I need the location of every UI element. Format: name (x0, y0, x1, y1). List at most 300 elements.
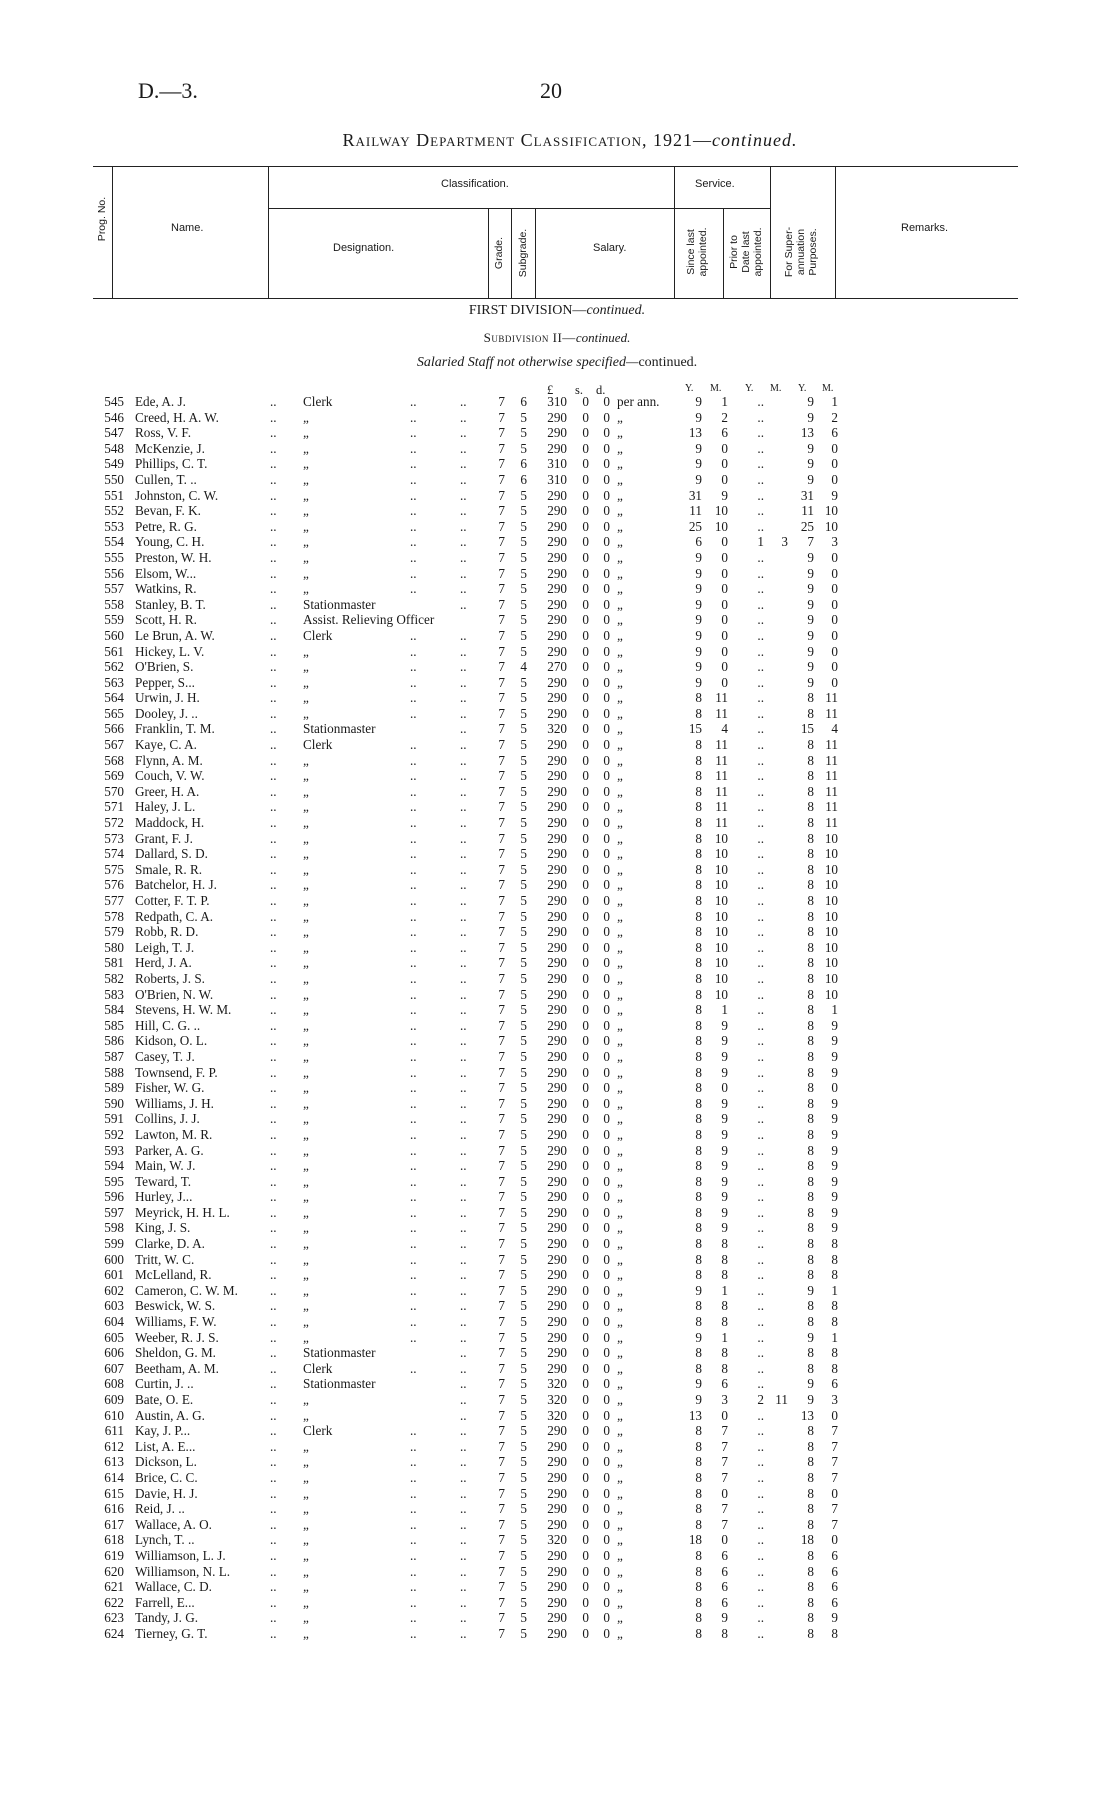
subgrade-cell: 5 (520, 1282, 527, 1298)
table-row (0, 1626, 1114, 1642)
name-cell: Phillips, C. T. (135, 456, 208, 472)
table-row (0, 1439, 1114, 1455)
leader-dots: .. (460, 581, 467, 597)
salary-pence-cell: 0 (603, 612, 610, 628)
since-last-years-cell: 8 (695, 1189, 702, 1205)
designation-cell: „ (303, 1329, 309, 1345)
salary-pence-cell: 0 (603, 830, 610, 846)
salary-pence-cell: 0 (603, 1158, 610, 1174)
leader-dots: .. (410, 659, 417, 675)
since-last-months-cell: 2 (721, 409, 728, 425)
table-row (0, 893, 1114, 909)
designation-cell: „ (303, 487, 309, 503)
subgrade-cell: 5 (520, 690, 527, 706)
superannuation-months-cell: 10 (824, 503, 838, 519)
salary-shillings-cell: 0 (582, 1002, 589, 1018)
grade-cell: 7 (498, 924, 505, 940)
superannuation-months-cell: 7 (831, 1423, 838, 1439)
superannuation-months-cell: 7 (831, 1516, 838, 1532)
leader-dots: .. (410, 1267, 417, 1283)
salary-pence-cell: 0 (603, 1064, 610, 1080)
leader-dots: .. (410, 440, 417, 456)
salary-period-cell: „ (617, 1360, 623, 1376)
leader-dots: .. (270, 471, 277, 487)
salary-pounds-cell: 290 (547, 737, 567, 753)
prog-no-cell: 593 (104, 1142, 124, 1158)
superannuation-years-cell: 9 (807, 627, 814, 643)
leader-dots: .. (270, 1625, 277, 1641)
grade-cell: 7 (498, 549, 505, 565)
subgrade-cell: 5 (520, 1080, 527, 1096)
table-row (0, 566, 1114, 582)
salary-period-cell: „ (617, 893, 623, 908)
subgrade-cell: 5 (520, 1345, 527, 1361)
prog-no-cell: 599 (104, 1236, 124, 1252)
since-last-years-cell: 8 (695, 1454, 702, 1470)
leader-dots: .. (410, 690, 417, 706)
grade-cell: 7 (498, 1485, 505, 1501)
leader-dots: .. (270, 1423, 277, 1439)
since-last-years-cell: 9 (695, 394, 702, 409)
since-last-years-cell: 8 (695, 1360, 702, 1376)
salary-shillings-cell: 0 (582, 1563, 589, 1579)
salary-shillings-cell: 0 (582, 1298, 589, 1314)
superannuation-months-cell: 9 (831, 1220, 838, 1236)
since-last-months-cell: 7 (721, 1438, 728, 1454)
salary-pence-cell: 0 (603, 924, 610, 940)
grade-cell: 7 (498, 737, 505, 753)
table-row (0, 1408, 1114, 1424)
superannuation-months-cell: 9 (831, 1126, 838, 1142)
superannuation-years-cell: 8 (807, 893, 814, 908)
salary-pounds-cell: 320 (547, 1407, 567, 1423)
superannuation-months-cell: 8 (831, 1236, 838, 1252)
designation-cell: „ (303, 1189, 309, 1205)
superannuation-months-cell: 7 (831, 1454, 838, 1470)
salary-shillings-cell: 0 (582, 1469, 589, 1485)
salary-period-cell: „ (617, 1329, 623, 1345)
prog-no-cell: 567 (104, 737, 124, 753)
table-row (0, 831, 1114, 847)
leader-dots: .. (460, 1563, 467, 1579)
leader-dots: .. (270, 939, 277, 955)
salary-period-cell: „ (617, 534, 623, 550)
since-last-months-cell: 10 (714, 924, 728, 940)
prog-no-cell: 547 (104, 425, 124, 441)
grade-cell: 7 (498, 861, 505, 877)
subgrade-cell: 5 (520, 1438, 527, 1454)
table-row (0, 644, 1114, 660)
header-divider (488, 208, 489, 299)
prior-years-cell: .. (757, 1298, 764, 1314)
superannuation-months-cell: 9 (831, 1173, 838, 1189)
prog-no-cell: 603 (104, 1298, 124, 1314)
leader-dots: .. (460, 643, 467, 659)
prior-years-cell: .. (757, 612, 764, 628)
since-last-years-cell: 8 (695, 1610, 702, 1626)
table-row (0, 1002, 1114, 1018)
superannuation-years-cell: 8 (807, 1033, 814, 1049)
leader-dots: .. (410, 752, 417, 768)
subgrade-cell: 5 (520, 581, 527, 597)
salary-shillings-cell: 0 (582, 503, 589, 519)
superannuation-months-cell: 10 (824, 970, 838, 986)
salary-shillings-cell: 0 (582, 627, 589, 643)
name-cell: O'Brien, S. (135, 659, 194, 675)
since-last-months-cell: 10 (714, 970, 728, 986)
name-cell: Bevan, F. K. (135, 503, 201, 519)
prog-no-cell: 580 (104, 939, 124, 955)
leader-dots: .. (460, 456, 467, 472)
since-last-months-cell: 0 (721, 581, 728, 597)
leader-dots: .. (270, 752, 277, 768)
grade-cell: 7 (498, 1594, 505, 1610)
superannuation-months-cell: 10 (824, 518, 838, 534)
since-last-months-cell: 8 (721, 1298, 728, 1314)
superannuation-years-cell: 31 (800, 487, 814, 503)
grade-cell: 7 (498, 783, 505, 799)
salary-shillings-cell: 0 (582, 893, 589, 908)
since-last-months-cell: 9 (721, 1095, 728, 1111)
table-row (0, 628, 1114, 644)
salary-shillings-cell: 0 (582, 425, 589, 441)
designation-cell: Clerk (303, 394, 333, 409)
prior-years-cell: .. (757, 705, 764, 721)
salary-shillings-cell: 0 (582, 1314, 589, 1330)
salary-pence-cell: 0 (603, 768, 610, 784)
salary-period-cell: „ (617, 1594, 623, 1610)
subgrade-cell: 5 (520, 1002, 527, 1018)
salary-period-cell: „ (617, 1579, 623, 1595)
designation-cell: „ (303, 1610, 309, 1626)
salary-pence-cell: 0 (603, 846, 610, 862)
leader-dots: .. (460, 799, 467, 815)
leader-dots: .. (410, 1048, 417, 1064)
leader-dots: .. (460, 503, 467, 519)
grade-cell: 7 (498, 1080, 505, 1096)
prior-years-cell: .. (757, 1017, 764, 1033)
leader-dots: .. (410, 1189, 417, 1205)
salary-period-cell: „ (617, 970, 623, 986)
since-last-months-cell: 8 (721, 1625, 728, 1641)
header-salary: Salary. (593, 242, 627, 254)
salary-pounds-cell: 290 (547, 1017, 567, 1033)
since-last-years-cell: 8 (695, 1501, 702, 1517)
leader-dots: .. (270, 1173, 277, 1189)
superannuation-years-cell: 8 (807, 815, 814, 831)
prog-no-cell: 597 (104, 1204, 124, 1220)
superannuation-months-cell: 8 (831, 1267, 838, 1283)
since-last-years-cell: 8 (695, 1111, 702, 1127)
name-cell: Preston, W. H. (135, 549, 212, 565)
superannuation-months-cell: 0 (831, 627, 838, 643)
salary-pounds-cell: 290 (547, 1142, 567, 1158)
salary-period-cell: „ (617, 1282, 623, 1298)
prog-no-cell: 619 (104, 1547, 124, 1563)
header-grade: Grade. (493, 236, 505, 270)
leader-dots: .. (270, 1547, 277, 1563)
leader-dots: .. (410, 456, 417, 472)
since-last-months-cell: 10 (714, 846, 728, 862)
subgrade-cell: 6 (520, 394, 527, 409)
superannuation-years-cell: 8 (807, 1142, 814, 1158)
subgrade-cell: 5 (520, 1220, 527, 1236)
salary-pence-cell: 0 (603, 1360, 610, 1376)
leader-dots: .. (460, 1594, 467, 1610)
salary-period-cell: „ (617, 456, 623, 472)
designation-cell: „ (303, 955, 309, 971)
salary-period-cell: „ (617, 1204, 623, 1220)
superannuation-years-cell: 8 (807, 1516, 814, 1532)
superannuation-years-cell: 8 (807, 986, 814, 1002)
designation-cell: „ (303, 1501, 309, 1517)
salary-pounds-cell: 290 (547, 1126, 567, 1142)
subgrade-cell: 5 (520, 1251, 527, 1267)
since-last-months-cell: 0 (721, 643, 728, 659)
designation-cell: „ (303, 581, 309, 597)
designation-cell: Assist. Relieving Officer (303, 612, 435, 628)
leader-dots: .. (270, 970, 277, 986)
subgrade-cell: 5 (520, 705, 527, 721)
leader-dots: .. (270, 1314, 277, 1330)
superannuation-years-cell: 8 (807, 752, 814, 768)
salary-period-cell: „ (617, 518, 623, 534)
leader-dots: .. (460, 1204, 467, 1220)
salary-shillings-cell: 0 (582, 1423, 589, 1439)
superannuation-months-cell: 10 (824, 877, 838, 893)
prior-years-cell: .. (757, 1126, 764, 1142)
prog-no-cell: 585 (104, 1017, 124, 1033)
salary-pence-cell: 0 (603, 487, 610, 503)
prog-no-cell: 571 (104, 799, 124, 815)
since-last-years-cell: 8 (695, 1345, 702, 1361)
unit-pound: £ (547, 383, 554, 397)
superannuation-months-cell: 10 (824, 955, 838, 971)
prog-no-cell: 570 (104, 783, 124, 799)
salary-shillings-cell: 0 (582, 1360, 589, 1376)
salary-shillings-cell: 0 (582, 409, 589, 425)
prog-no-cell: 586 (104, 1033, 124, 1049)
leader-dots: .. (410, 1594, 417, 1610)
salary-pence-cell: 0 (603, 1111, 610, 1127)
prog-no-cell: 618 (104, 1532, 124, 1548)
header-designation: Designation. (333, 242, 395, 254)
superannuation-months-cell: 11 (825, 690, 838, 706)
leader-dots: .. (410, 893, 417, 908)
leader-dots: .. (270, 549, 277, 565)
grade-cell: 7 (498, 830, 505, 846)
salary-period-cell: „ (617, 1002, 623, 1018)
table-row (0, 581, 1114, 597)
since-last-months-cell: 10 (714, 955, 728, 971)
leader-dots: .. (410, 1298, 417, 1314)
prior-years-cell: .. (757, 1469, 764, 1485)
since-last-months-cell: 6 (721, 1594, 728, 1610)
superannuation-years-cell: 8 (807, 1594, 814, 1610)
salary-shillings-cell: 0 (582, 440, 589, 456)
superannuation-years-cell: 13 (800, 425, 814, 441)
leader-dots: .. (460, 861, 467, 877)
table-row (0, 909, 1114, 925)
name-cell: Williams, J. H. (135, 1095, 214, 1111)
salary-pounds-cell: 290 (547, 1438, 567, 1454)
name-cell: Hill, C. G. .. (135, 1017, 201, 1033)
header-service: Service. (695, 178, 735, 190)
table-row (0, 1033, 1114, 1049)
subgrade-cell: 5 (520, 986, 527, 1002)
salary-pounds-cell: 290 (547, 1158, 567, 1174)
salary-shillings-cell: 0 (582, 1267, 589, 1283)
grade-cell: 7 (498, 1002, 505, 1018)
table-row (0, 784, 1114, 800)
unit-shillings: s. (575, 383, 583, 397)
subgrade-cell: 5 (520, 1298, 527, 1314)
grade-cell: 7 (498, 1501, 505, 1517)
leader-dots: .. (410, 1142, 417, 1158)
superannuation-years-cell: 8 (807, 1048, 814, 1064)
prog-no-cell: 589 (104, 1080, 124, 1096)
since-last-years-cell: 9 (695, 456, 702, 472)
table-row (0, 1143, 1114, 1159)
grade-cell: 7 (498, 986, 505, 1002)
superannuation-months-cell: 0 (831, 440, 838, 456)
salary-pounds-cell: 290 (547, 1064, 567, 1080)
leader-dots: .. (410, 565, 417, 581)
salary-pounds-cell: 290 (547, 1579, 567, 1595)
grade-cell: 7 (498, 1376, 505, 1392)
name-cell: Couch, V. W. (135, 768, 205, 784)
salary-pence-cell: 0 (603, 549, 610, 565)
grade-cell: 7 (498, 1204, 505, 1220)
leader-dots: .. (460, 1314, 467, 1330)
since-last-months-cell: 10 (714, 893, 728, 908)
salary-period-cell: „ (617, 1547, 623, 1563)
table-row (0, 1096, 1114, 1112)
name-cell: Maddock, H. (135, 815, 205, 831)
table-row (0, 394, 1114, 410)
salary-period-cell: „ (617, 721, 623, 737)
leader-dots: .. (460, 1610, 467, 1626)
superannuation-months-cell: 3 (831, 1392, 838, 1407)
prior-years-cell: .. (757, 1485, 764, 1501)
name-cell: King, J. S. (135, 1220, 191, 1236)
leader-dots: .. (460, 1080, 467, 1096)
grade-cell: 7 (498, 768, 505, 784)
grade-cell: 7 (498, 955, 505, 971)
salary-shillings-cell: 0 (582, 1189, 589, 1205)
salary-pounds-cell: 290 (547, 1111, 567, 1127)
grade-cell: 7 (498, 518, 505, 534)
leader-dots: .. (270, 861, 277, 877)
since-last-months-cell: 7 (721, 1469, 728, 1485)
leader-dots: .. (460, 1064, 467, 1080)
table-row (0, 1548, 1114, 1564)
leader-dots: .. (410, 908, 417, 924)
salary-shillings-cell: 0 (582, 1485, 589, 1501)
superannuation-months-cell: 10 (824, 924, 838, 940)
page-title (290, 130, 850, 151)
prog-no-cell: 558 (104, 596, 124, 612)
prog-no-cell: 572 (104, 815, 124, 831)
grade-cell: 7 (498, 1438, 505, 1454)
subgrade-cell: 5 (520, 737, 527, 753)
salary-pounds-cell: 290 (547, 1080, 567, 1096)
subdivision-heading-text: Subdivision II— (483, 330, 576, 345)
unit-months: M. (710, 383, 722, 394)
leader-dots: .. (270, 721, 277, 737)
prog-no-cell: 602 (104, 1282, 124, 1298)
superannuation-years-cell: 8 (807, 877, 814, 893)
since-last-years-cell: 8 (695, 1220, 702, 1236)
name-cell: Grant, F. J. (135, 830, 193, 846)
superannuation-years-cell: 9 (807, 674, 814, 690)
salary-pence-cell: 0 (603, 1017, 610, 1033)
subgrade-cell: 5 (520, 1625, 527, 1641)
prog-no-cell: 600 (104, 1251, 124, 1267)
since-last-months-cell: 0 (721, 456, 728, 472)
subgrade-cell: 5 (520, 1314, 527, 1330)
name-cell: Austin, A. G. (135, 1407, 205, 1423)
leader-dots: .. (270, 409, 277, 425)
header-prog-no: Prog. No. (96, 196, 108, 242)
prior-years-cell: .. (757, 861, 764, 877)
salary-period-cell: „ (617, 908, 623, 924)
salary-pounds-cell: 290 (547, 1594, 567, 1610)
header-prior-to: Prior to Date last appointed. (728, 227, 764, 277)
prior-years-cell: .. (757, 1282, 764, 1298)
leader-dots: .. (410, 1095, 417, 1111)
name-cell: Wallace, C. D. (135, 1579, 212, 1595)
grade-cell: 7 (498, 690, 505, 706)
grade-cell: 7 (498, 1423, 505, 1439)
salary-period-cell: „ (617, 1298, 623, 1314)
prog-no-cell: 594 (104, 1158, 124, 1174)
since-last-years-cell: 8 (695, 1579, 702, 1595)
subgrade-cell: 5 (520, 893, 527, 908)
since-last-years-cell: 9 (695, 627, 702, 643)
prog-no-cell: 569 (104, 768, 124, 784)
superannuation-months-cell: 6 (831, 1594, 838, 1610)
prior-years-cell: .. (757, 846, 764, 862)
table-row (0, 659, 1114, 675)
name-cell: Redpath, C. A. (135, 908, 214, 924)
leader-dots: .. (270, 1236, 277, 1252)
designation-cell: „ (303, 908, 309, 924)
since-last-months-cell: 0 (721, 1532, 728, 1548)
name-cell: Tierney, G. T. (135, 1625, 208, 1641)
leader-dots: .. (410, 1064, 417, 1080)
header-bottom-rule (93, 298, 1018, 299)
subgrade-cell: 5 (520, 768, 527, 784)
header-divider (268, 166, 269, 299)
subgrade-cell: 5 (520, 1532, 527, 1548)
prior-years-cell: .. (757, 1236, 764, 1252)
salary-period-cell: „ (617, 1017, 623, 1033)
prog-no-cell: 565 (104, 705, 124, 721)
leader-dots: .. (410, 877, 417, 893)
designation-cell: „ (303, 1080, 309, 1096)
salary-pence-cell: 0 (603, 1392, 610, 1407)
superannuation-months-cell: 8 (831, 1251, 838, 1267)
since-last-years-cell: 13 (688, 425, 702, 441)
designation-cell: „ (303, 1220, 309, 1236)
table-row (0, 737, 1114, 753)
leader-dots: .. (460, 939, 467, 955)
grade-cell: 7 (498, 1220, 505, 1236)
superannuation-months-cell: 0 (831, 643, 838, 659)
division-heading-continued: continued. (586, 303, 646, 318)
since-last-months-cell: 0 (721, 659, 728, 675)
